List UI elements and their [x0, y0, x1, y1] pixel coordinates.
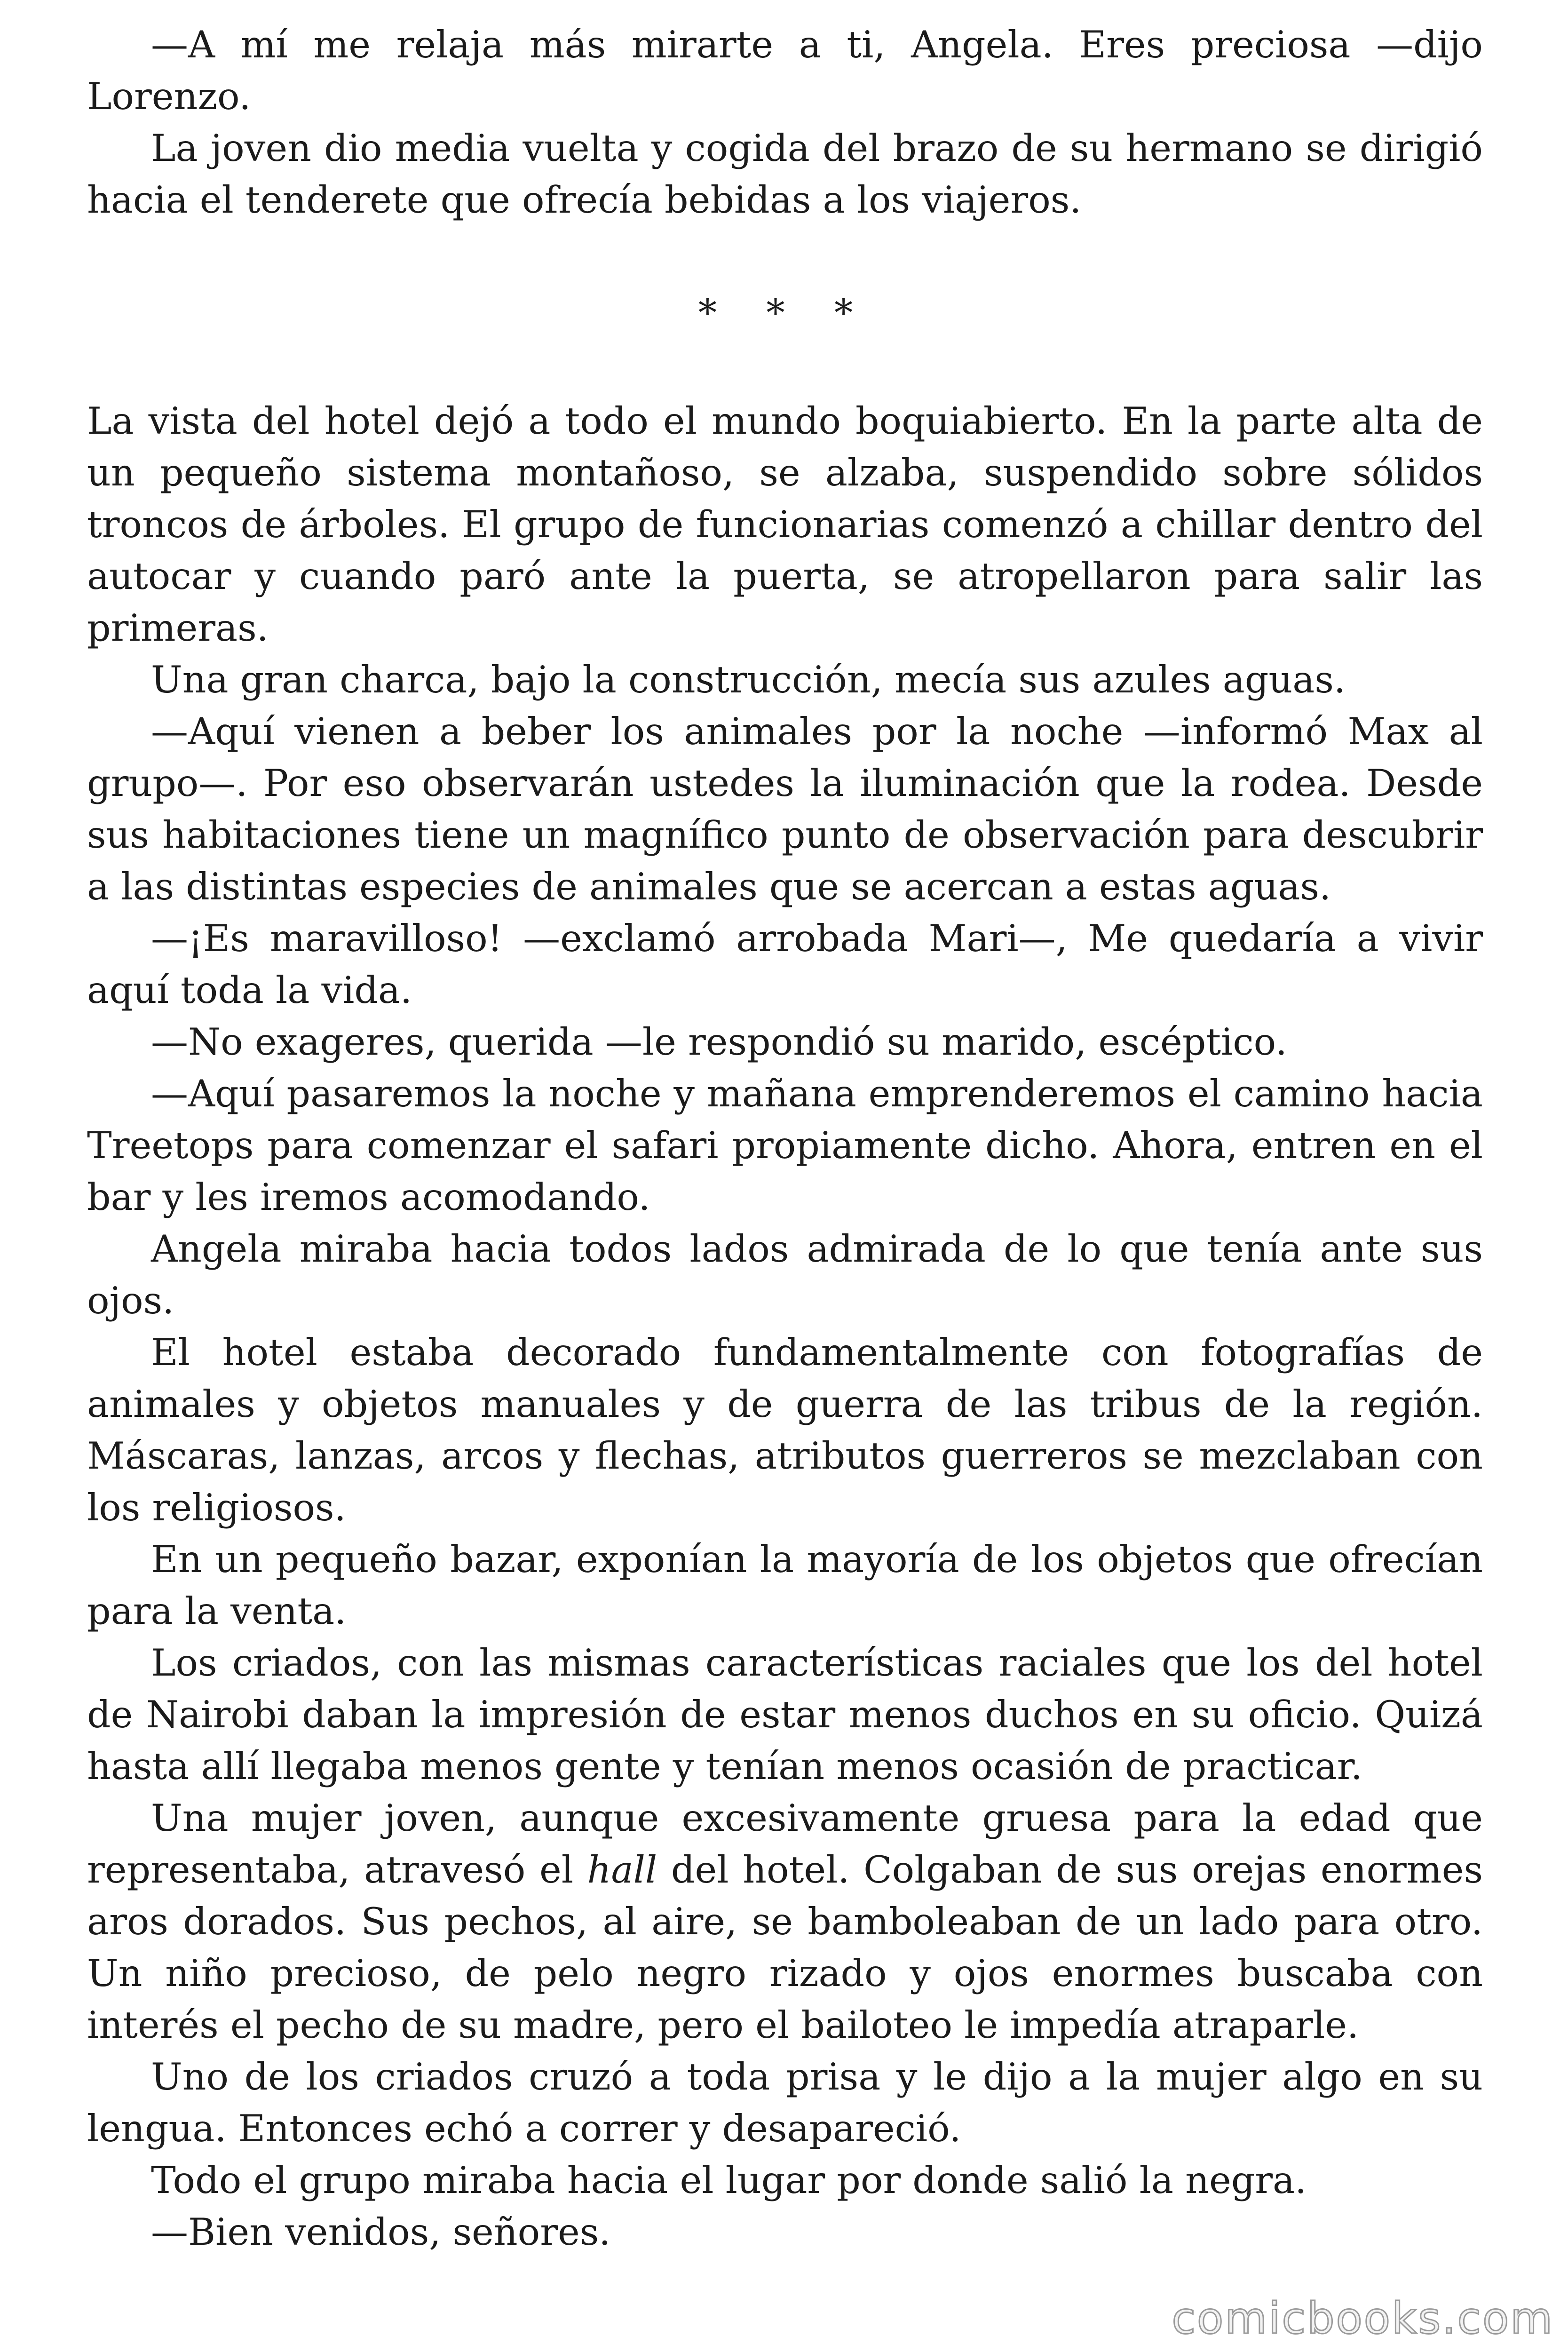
paragraph: —Aquí vienen a beber los animales por la noche —informó Max al grupo—. Por eso observarán ustedes la iluminación que la rodea. Desde sus habitaciones tiene un magnífico punto de observación para descubrir a las distintas especies de animales que se acercan a estas aguas.	[87, 710, 1483, 908]
paragraph: —A mí me relaja más mirarte a ti, Angela. Eres preciosa —dijo Lorenzo.	[87, 23, 1483, 118]
paragraph: La vista del hotel dejó a todo el mundo boquiabierto. En la parte alta de un pequeño sistema montañoso, se alzaba, suspendido sobre sólidos troncos de árboles. El grupo de funcionarias comenzó a chillar dentro del autocar y cuando paró ante la puerta, se atropellaron para salir las primeras.	[87, 399, 1483, 650]
paragraph: —¡Es maravilloso! —exclamó arrobada Mari—, Me quedaría a vivir aquí toda la vida.	[87, 917, 1483, 1012]
italic-word: hall	[587, 1848, 657, 1891]
paragraph: El hotel estaba decorado fundamentalmente con fotografías de animales y objetos manuales y de guerra de las tribus de la región. Máscaras, lanzas, arcos y flechas, atributos guerreros se mezclaban con los religiosos.	[87, 1331, 1483, 1529]
watermark-logo: comicbooks.com	[1172, 2293, 1554, 2344]
paragraph: Una gran charca, bajo la construcción, mecía sus azules aguas.	[151, 658, 1346, 701]
page-body	[87, 19, 1483, 2258]
paragraph: Todo el grupo miraba hacia el lugar por donde salió la negra.	[151, 2159, 1307, 2202]
paragraph	[87, 1792, 1483, 2051]
paragraph: Uno de los criados cruzó a toda prisa y le dijo a la mujer algo en su lengua. Entonces echó a correr y desapareció.	[87, 2055, 1483, 2150]
paragraph: La joven dio media vuelta y cogida del brazo de su hermano se dirigió hacia el tenderete que ofrecía bebidas a los viajeros.	[87, 127, 1483, 222]
paragraph: —Bien venidos, señores.	[151, 2210, 611, 2254]
paragraph: —Aquí pasaremos la noche y mañana emprenderemos el camino hacia Treetops para comenzar el safari propiamente dicho. Ahora, entren en el bar y les iremos acomodando.	[87, 1072, 1483, 1219]
paragraph-text: del hotel. Colgaban de sus orejas enormes aros dorados. Sus pechos, al aire, se bamboleaban de un lado para otro. Un niño precioso, de pelo negro rizado y ojos enormes buscaba con interés el pecho de su madre, pero el bailoteo le impedía atraparle.	[87, 1848, 1483, 2047]
section-separator: * * *	[698, 291, 872, 334]
paragraph: Angela miraba hacia todos lados admirada de lo que tenía ante sus ojos.	[87, 1227, 1483, 1322]
paragraph-text: Una mujer joven, aunque excesivamente gruesa para la edad que representaba, atravesó el	[87, 1796, 1483, 1891]
paragraph: En un pequeño bazar, exponían la mayoría de los objetos que ofrecían para la venta.	[87, 1538, 1483, 1633]
paragraph: Los criados, con las mismas características raciales que los del hotel de Nairobi daban la impresión de estar menos duchos en su oficio. Quizá hasta allí llegaba menos gente y tenían menos ocasión de practicar.	[87, 1641, 1483, 1788]
paragraph: —No exageres, querida —le respondió su marido, escéptico.	[151, 1020, 1287, 1064]
